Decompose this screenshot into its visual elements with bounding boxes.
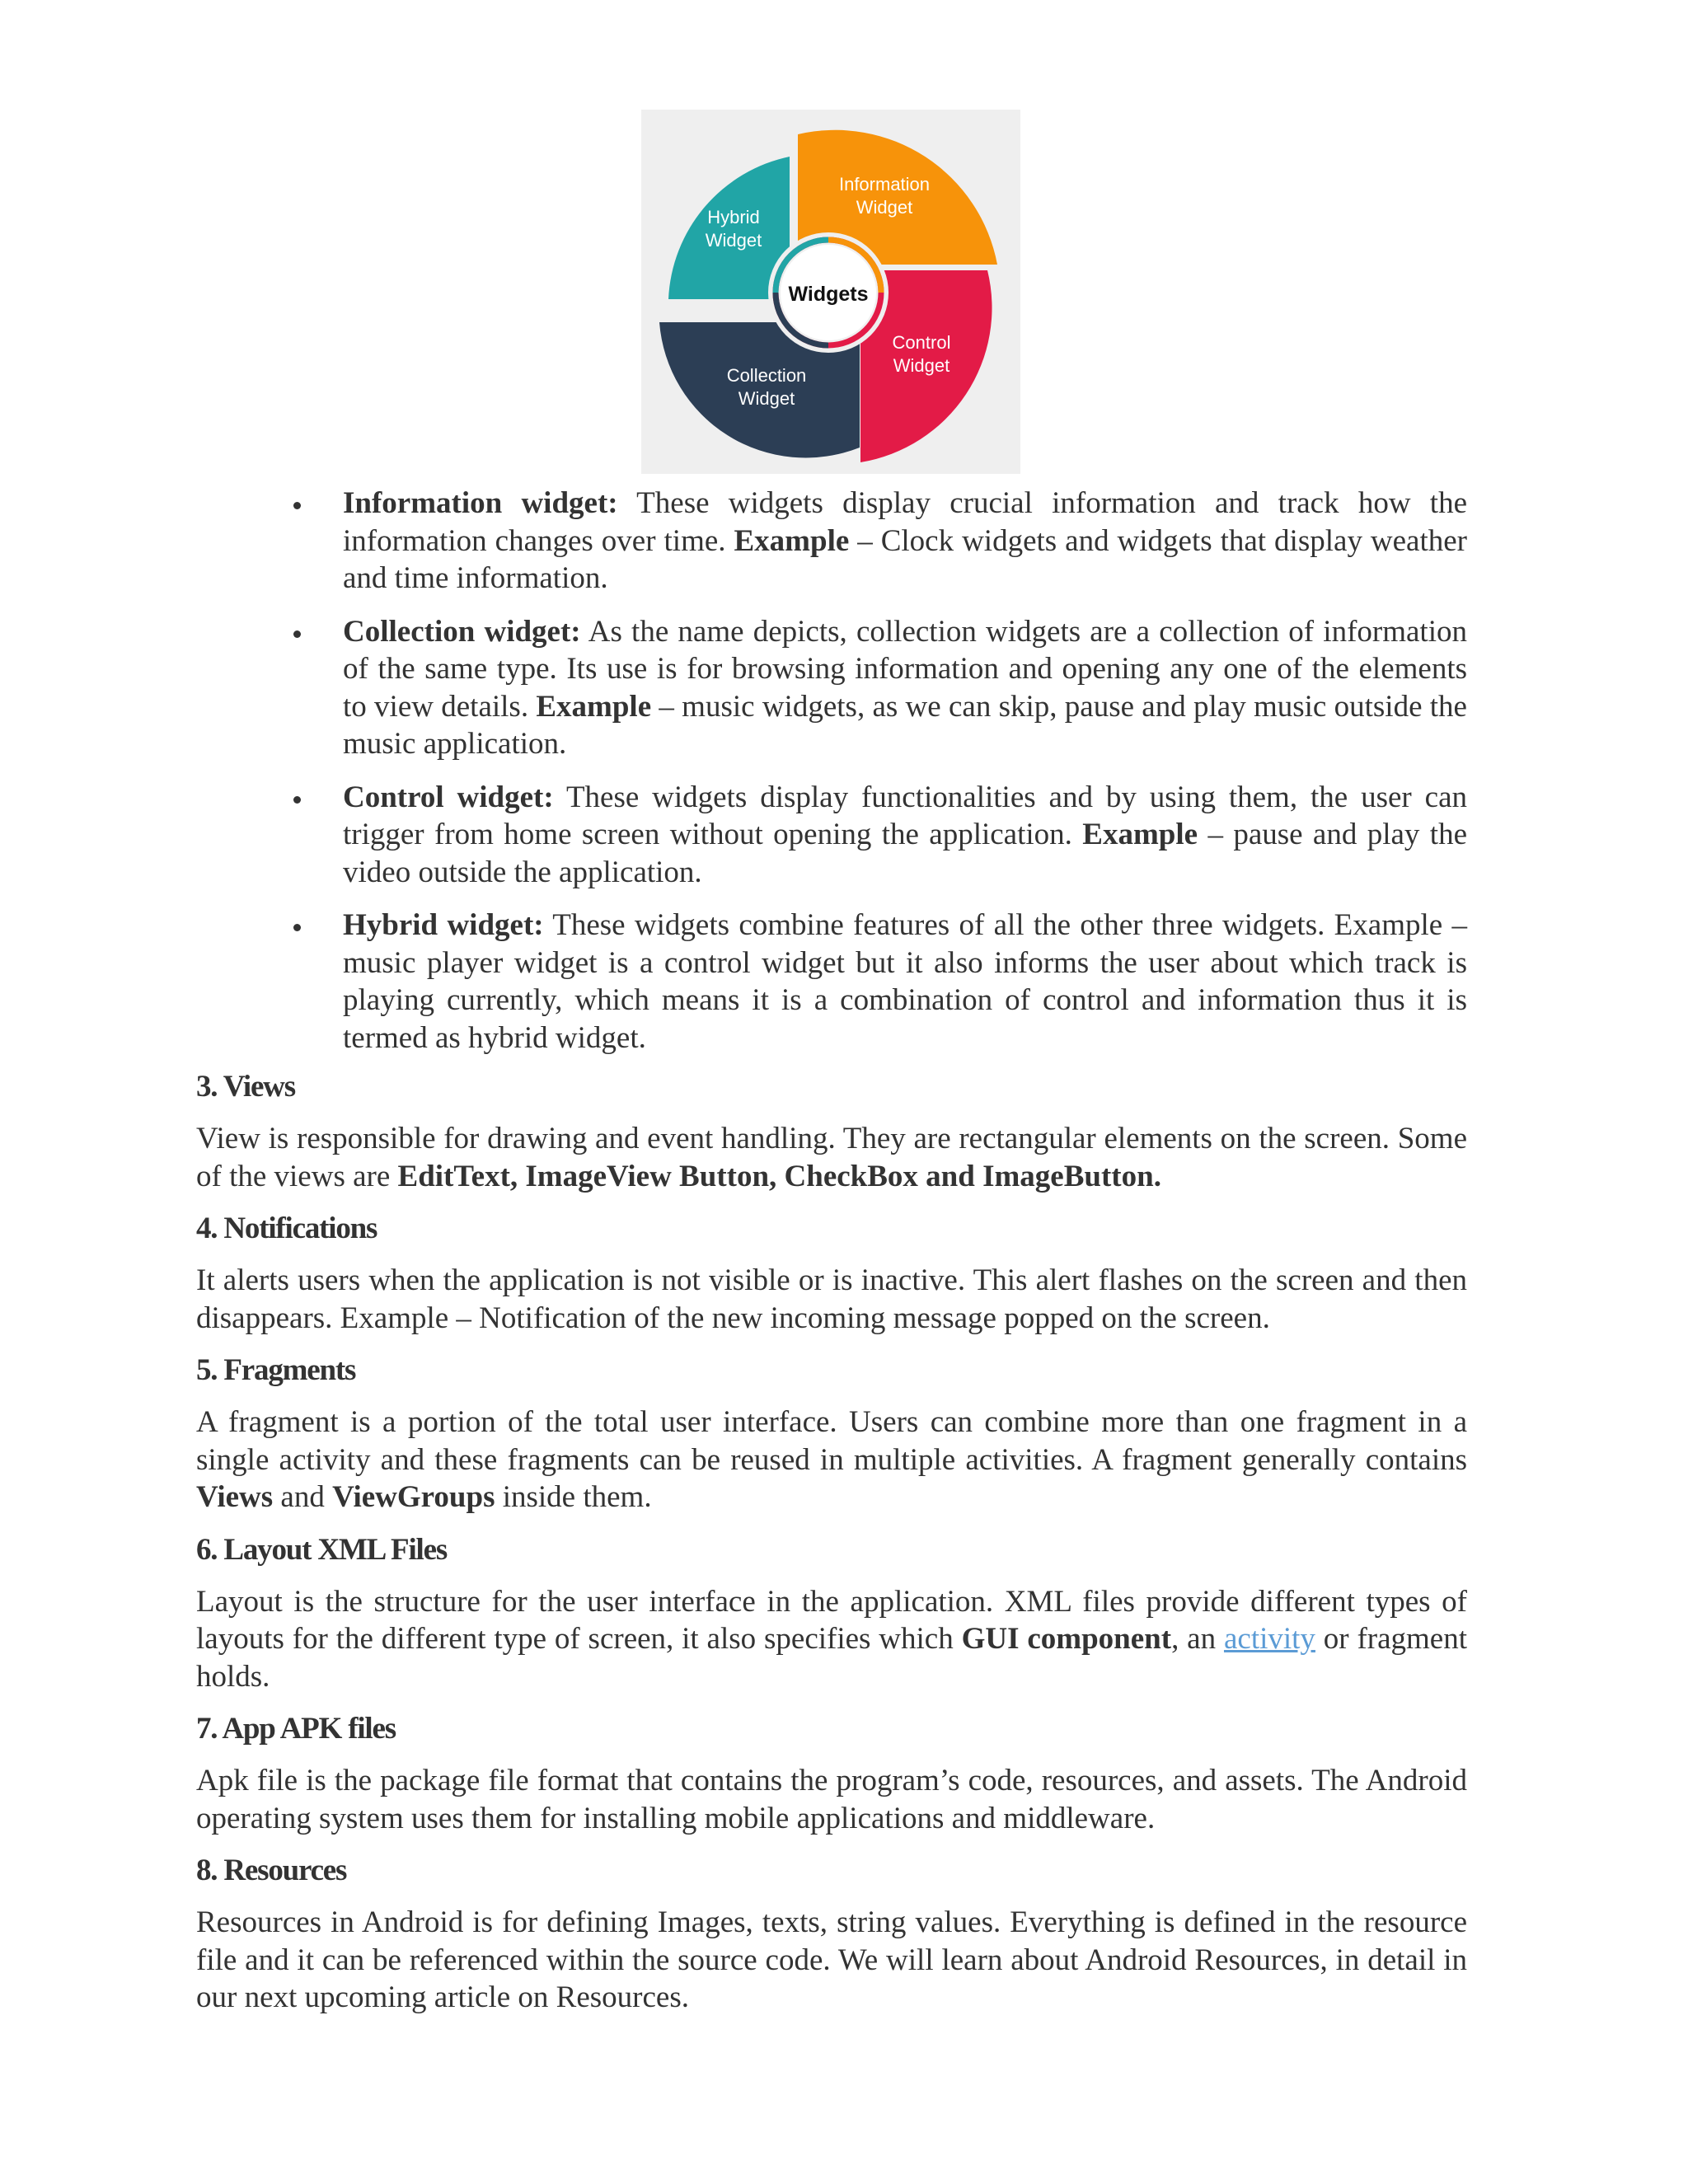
example-label: Example bbox=[1082, 818, 1198, 851]
list-item bbox=[196, 485, 1467, 598]
bullet-term: Hybrid widget: bbox=[343, 908, 544, 942]
section-heading-notifications: 4. Notifications bbox=[196, 1212, 377, 1245]
section-heading-apk: 7. App APK files bbox=[196, 1712, 396, 1746]
section-text-apk bbox=[196, 1762, 1467, 1837]
example-label: Example bbox=[734, 523, 850, 558]
list-item bbox=[196, 907, 1467, 1057]
control-widget-label: Control Widget bbox=[892, 332, 951, 376]
example-label: Example bbox=[536, 689, 652, 724]
bullet-icon bbox=[293, 796, 301, 804]
paragraph-text: View is responsible for drawing and event handling. They are rectangular elements on the screen. Some of the views are bbox=[196, 1122, 1467, 1193]
list-item bbox=[196, 613, 1467, 763]
bold-text: EditText, ImageView Button, CheckBox and ImageButton. bbox=[397, 1159, 1161, 1193]
section-heading-views: 3. Views bbox=[196, 1070, 295, 1104]
bold-text: GUI component bbox=[961, 1622, 1172, 1656]
bullet-text: These widgets combine features of all the other three widgets. Example – music player widget is a control widget but it also informs the user about which track is playing currently, which means it is a combination of control and information thus it is termed as hybrid widget. bbox=[343, 908, 1468, 1055]
paragraph-text: or fragment holds. bbox=[196, 1622, 1468, 1694]
bullet-icon bbox=[293, 924, 301, 931]
section-heading-layout: 6. Layout XML Files bbox=[196, 1532, 448, 1567]
section-text-layout bbox=[196, 1583, 1467, 1696]
bullet-term: Information widget: bbox=[343, 486, 618, 520]
widget-types-list bbox=[196, 485, 1467, 1057]
hybrid-widget-label: Hybrid Widget bbox=[705, 207, 762, 251]
paragraph-text: , an bbox=[1171, 1622, 1224, 1656]
information-widget-label: Information Widget bbox=[838, 174, 931, 218]
paragraph-text: Layout is the structure for the user interface in the application. XML files provide different types of layouts for the different type of screen, it also specifies which bbox=[196, 1584, 1467, 1656]
collection-widget-label: Collection Widget bbox=[726, 365, 807, 409]
paragraph-text: Apk file is the package file format that contains the program’s code, resources, and assets. The Android operating system uses them for installing mobile applications and middleware. bbox=[196, 1764, 1467, 1835]
bullet-text: – music widgets, as we can skip, pause and play music outside the music application. bbox=[343, 689, 1467, 761]
bullet-term: Control widget: bbox=[343, 780, 554, 814]
bullet-icon bbox=[293, 630, 301, 638]
paragraph-text: and bbox=[273, 1480, 333, 1514]
paragraph-text: A fragment is a portion of the total user interface. Users can combine more than one fragment in a single activity and these fragments can be reused in multiple activities. A fragment generally contains bbox=[196, 1405, 1467, 1477]
section-heading-fragments: 5. Fragments bbox=[196, 1353, 356, 1387]
bullet-term: Collection widget: bbox=[343, 614, 581, 649]
section-text-fragments bbox=[196, 1404, 1467, 1516]
paragraph-text: Resources in Android is for defining Images, texts, string values. Everything is defined in the resource file and it can be referenced within the source code. We will learn about Android Resources, in detail in our next upcoming article on Resources. bbox=[196, 1905, 1467, 2014]
section-text-notifications bbox=[196, 1262, 1467, 1337]
paragraph-text: It alerts users when the application is not visible or is inactive. This alert flashes on the screen and then disappears. Example – Notification of the new incoming message popped on the screen. bbox=[196, 1263, 1467, 1335]
bullet-text: – pause and play the video outside the application. bbox=[343, 818, 1467, 889]
bullet-text: – Clock widgets and widgets that display weather and time information. bbox=[343, 523, 1467, 595]
section-text-views bbox=[196, 1120, 1467, 1195]
bullet-text: These widgets display functionalities and by using them, the user can trigger from home screen without opening the application. bbox=[343, 780, 1467, 851]
widgets-diagram-svg bbox=[641, 110, 1020, 474]
section-heading-resources: 8. Resources bbox=[196, 1854, 347, 1887]
bold-text: ViewGroups bbox=[332, 1480, 495, 1514]
bullet-icon bbox=[293, 502, 301, 509]
bullet-text: These widgets display crucial information and track how the information changes over time. bbox=[343, 486, 1467, 558]
bold-text: Views bbox=[196, 1480, 274, 1514]
bullet-text: As the name depicts, collection widgets are a collection of information of the same type. Its use is for browsing information and opening any one of the elements to view details. bbox=[343, 614, 1467, 724]
section-text-resources bbox=[196, 1904, 1467, 2017]
activity-link[interactable]: activity bbox=[1223, 1622, 1315, 1656]
list-item bbox=[196, 779, 1467, 892]
center-label: Widgets bbox=[788, 283, 869, 306]
widgets-diagram bbox=[641, 110, 1020, 474]
paragraph-text: inside them. bbox=[495, 1480, 652, 1514]
document-body bbox=[196, 485, 1467, 2032]
